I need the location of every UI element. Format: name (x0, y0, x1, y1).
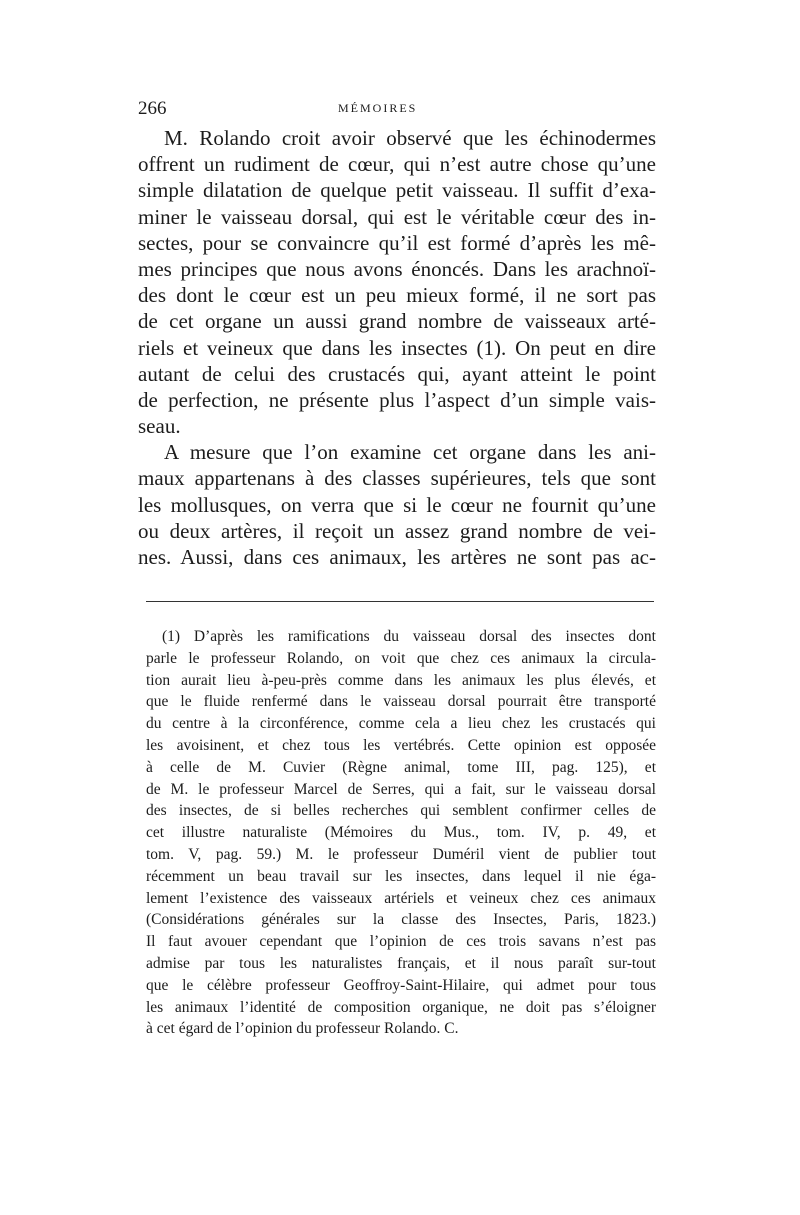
footnote-block (146, 626, 656, 1040)
footnote-line: que le célèbre professeur Geoffroy-Saint-Hilaire, qui admet pour tous (146, 976, 656, 994)
page-number: 266 (138, 98, 167, 119)
text-line: offrent un rudiment de cœur, qui n’est autre chose qu’une (138, 152, 656, 177)
text-line: autant de celui des crustacés qui, ayant atteint le point (138, 361, 656, 386)
text-line: mes principes que nous avons énoncés. Dans les arachnoï- (138, 256, 656, 281)
text-line: des dont le cœur est un peu mieux formé, il ne sort pas (138, 283, 656, 308)
footnote-line: Il faut avouer cependant que l’opinion de ces trois savans n’est pas (146, 933, 656, 951)
text-line: de cet organe un aussi grand nombre de vaisseaux arté- (138, 309, 656, 334)
footnote-line: (Considérations générales sur la classe des Insectes, Paris, 1823.) (146, 911, 656, 929)
footnote-line: du centre à la circonférence, comme cela a lieu chez les crustacés qui (146, 715, 656, 733)
text-line: de perfection, ne présente plus l’aspect d’un simple vais- (138, 387, 656, 412)
text-line: simple dilatation de quelque petit vaisseau. Il suffit d’exa- (138, 178, 656, 203)
running-head: MÉMOIRES (338, 101, 418, 115)
text-line: les mollusques, on verra que si le cœur ne fournit qu’une (138, 492, 656, 517)
footnote-line: des insectes, de si belles recherches qui semblent confirmer celles de (146, 802, 656, 820)
text-line: maux appartenans à des classes supérieures, tels que sont (138, 466, 656, 491)
footnote-line: de M. le professeur Marcel de Serres, qui a fait, sur le vaisseau dorsal (146, 780, 656, 798)
footnote-line: lement l’existence des vaisseaux artériels et veineux chez ces animaux (146, 889, 656, 907)
text-line: riels et veineux que dans les insectes (1). On peut en dire (138, 335, 656, 360)
footnote-line: récemment un beau travail sur les insectes, dans lequel il nie éga- (146, 867, 656, 885)
page-header (138, 98, 658, 122)
main-text-block (138, 125, 656, 570)
footnote-line: que le fluide renfermé dans le vaisseau dorsal pourrait être transporté (146, 693, 656, 711)
footnote-line: (1) D’après les ramifications du vaisseau dorsal des insectes dont (162, 628, 656, 645)
footnote-line: parle le professeur Rolando, on voit que chez ces animaux la circula- (146, 649, 656, 667)
text-line: miner le vaisseau dorsal, qui est le véritable cœur des in- (138, 204, 656, 229)
text-line: sectes, pour se convaincre qu’il est formé d’après les mê- (138, 230, 656, 255)
footnote-divider (146, 601, 654, 602)
footnote-line: les avoisinent, et chez tous les vertébrés. Cette opinion est opposée (146, 736, 656, 754)
text-line: seau. (138, 414, 181, 439)
footnote-line: les animaux l’identité de composition organique, ne doit pas s’éloigner (146, 998, 656, 1016)
text-line: A mesure que l’on examine cet organe dans les ani- (164, 440, 656, 465)
footnote-line: à cet égard de l’opinion du professeur Rolando. C. (146, 1020, 459, 1038)
footnote-line: admise par tous les naturalistes français, et il nous paraît sur-tout (146, 954, 656, 972)
text-line: ou deux artères, il reçoit un assez grand nombre de vei- (138, 518, 656, 543)
footnote-line: cet illustre naturaliste (Mémoires du Mus., tom. IV, p. 49, et (146, 824, 656, 842)
footnote-line: à celle de M. Cuvier (Règne animal, tome III, pag. 125), et (146, 758, 656, 776)
text-line: M. Rolando croit avoir observé que les échinodermes (164, 126, 656, 150)
footnote-line: tom. V, pag. 59.) M. le professeur Duméril vient de publier tout (146, 845, 656, 863)
text-line: nes. Aussi, dans ces animaux, les artères ne sont pas ac- (138, 545, 656, 569)
footnote-line: tion aurait lieu à-peu-près comme dans les animaux les plus élevés, et (146, 671, 656, 689)
